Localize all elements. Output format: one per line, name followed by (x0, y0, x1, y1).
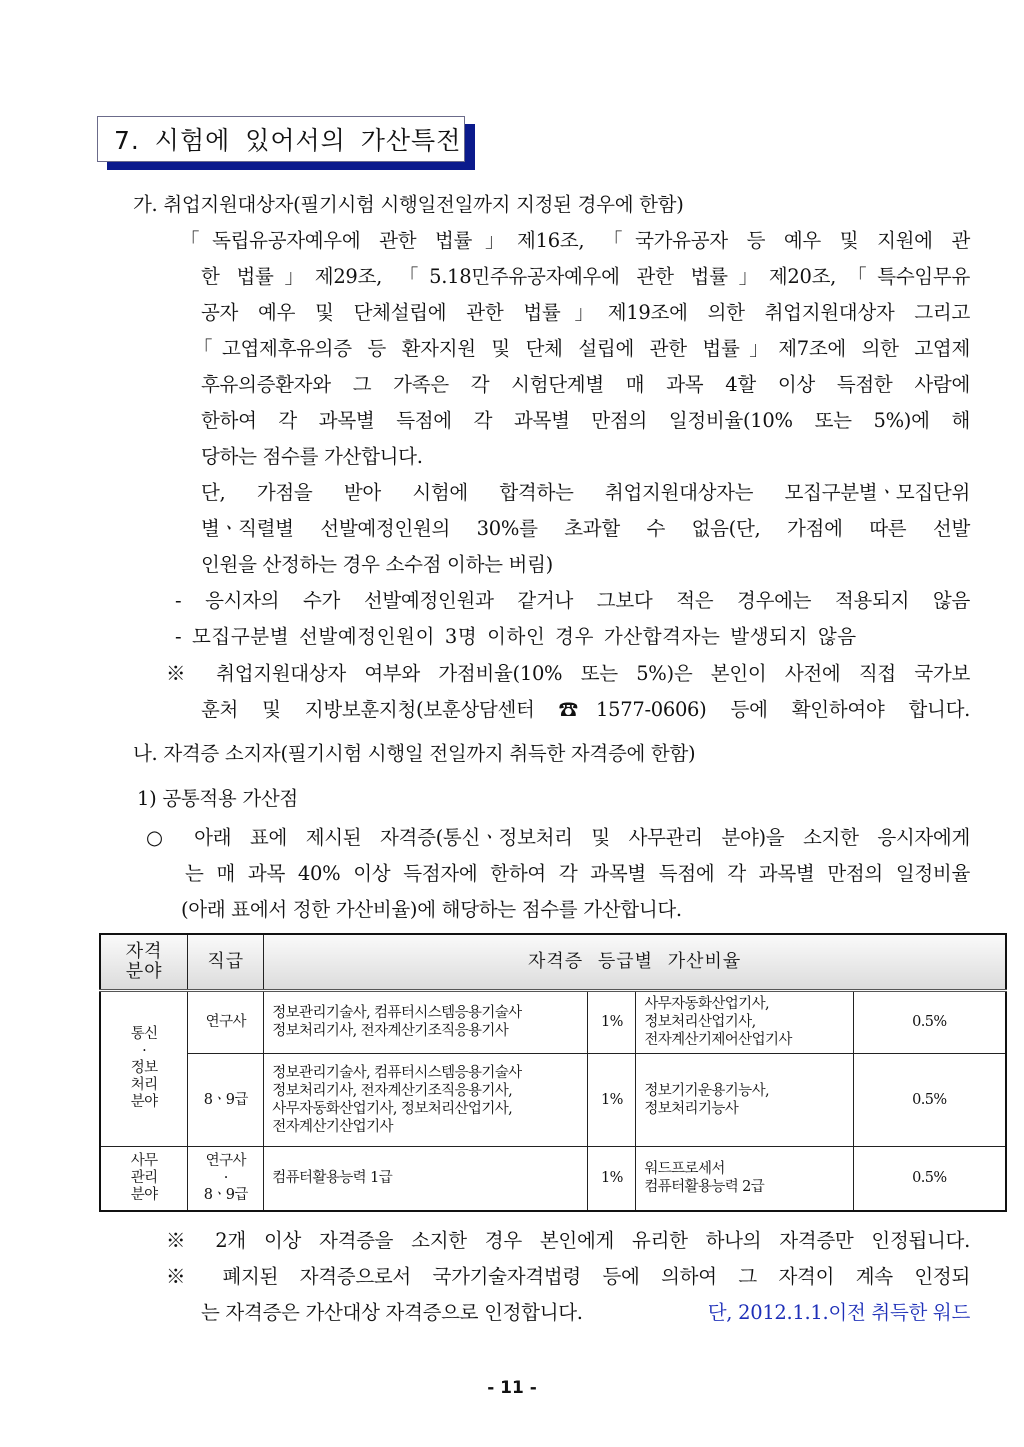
grade-line: · (223, 1169, 228, 1186)
cert-line: 전자계산기제어산업기사 (644, 1032, 792, 1049)
cell-cert-high (264, 991, 588, 1054)
part-a-body-line: 당하는 점수를 가산합니다. (201, 445, 423, 468)
part-a-body-line: 후유의증환자와 그 가족은 각 시험단계별 매 과목 4할 이상 득점한 사람에 (201, 373, 970, 396)
part-a-body-line: 공자 예우 및 단체설립에 관한 법률」제19조에 의한 취업지원대상자 그리고 (201, 301, 970, 324)
cert-line: 정보처리기능사 (644, 1100, 739, 1117)
header-rate: 자격증 등급별 가산비율 (264, 934, 1006, 991)
cell-pct-high: 1% (588, 991, 636, 1054)
cert-line: 정보관리기술사, 컴퓨터시스템응용기술사 (272, 1064, 522, 1081)
header-field-line: 분야 (125, 961, 163, 983)
cell-cert-low (636, 991, 853, 1054)
cert-line: 정보처리기사, 전자계산기조직응용기사 (272, 1023, 509, 1040)
table-row (100, 1053, 1006, 1146)
cell-field-line: 처리 (130, 1077, 158, 1094)
cell-field-line: 관리 (130, 1169, 158, 1186)
part-a-limit-line: 별ㆍ직렬별 선발예정인원의 30%를 초과할 수 없음(단, 가점에 따른 선발 (201, 517, 970, 540)
part-b-bullet-line: 는 매 과목 40% 이상 득점자에 한하여 각 과목별 득점에 각 과목별 만점의 일정비율 (185, 862, 970, 885)
footnote-text: 는 자격증은 가산대상 자격증으로 인정합니다. (201, 1301, 583, 1324)
cert-line: 정보처리산업기사, (644, 1014, 756, 1031)
cell-field-line: 분야 (130, 1186, 158, 1203)
part-b-subheading: 1) 공통적용 가산점 (137, 787, 298, 810)
cert-line: 전자계산기산업기사 (272, 1118, 393, 1135)
part-a-body-line: 「독립유공자예우에 관한 법률」제16조, 「국가유공자 등 예우 및 지원에 관 (180, 229, 970, 252)
table-row (100, 991, 1006, 1054)
cert-line: 정보처리기사, 전자계산기조직응용기사, (272, 1082, 513, 1099)
footnote-line (201, 1300, 970, 1326)
part-a-dash-item: - 응시자의 수가 선발예정인원과 같거나 그보다 적은 경우에는 적용되지 않음 (175, 589, 970, 612)
certificate-bonus-table (99, 933, 1007, 1212)
cell-field (100, 1146, 188, 1211)
part-b-heading: 나. 자격증 소지자(필기시험 시행일 전일까지 취득한 자격증에 한함) (133, 742, 696, 765)
cell-pct-low: 0.5% (853, 1053, 1006, 1146)
cell-cert-high (264, 1053, 588, 1146)
cell-grade: 8ㆍ9급 (188, 1053, 264, 1146)
footnote-line: ※ 폐지된 자격증으로서 국가기술자격법령 등에 의하여 그 자격이 계속 인정되 (166, 1265, 970, 1288)
part-a-limit-line: 단, 가점을 받아 시험에 합격하는 취업지원대상자는 모집구분별ㆍ모집단위 (201, 481, 970, 504)
part-a-note-line: 훈처 및 지방보훈지청(보훈상담센터 ☎1577-0606) 등에 확인하여야 합니다. (201, 698, 970, 721)
part-b-bullet-line: ○ 아래 표에 제시된 자격증(통신ㆍ정보처리 및 사무관리 분야)을 소지한 응시자에게 (146, 826, 970, 849)
cell-pct-low: 0.5% (853, 991, 1006, 1054)
grade-line: 연구사 (205, 1152, 246, 1169)
cell-pct-high: 1% (588, 1053, 636, 1146)
cell-grade: 연구사 (188, 991, 264, 1054)
part-a-heading: 가. 취업지원대상자(필기시험 시행일전일까지 지정된 경우에 한함) (133, 193, 684, 216)
cell-field-line: · (142, 1043, 147, 1060)
table-row (100, 1146, 1006, 1211)
header-grade: 직급 (188, 934, 264, 991)
cell-field-line: 분야 (130, 1094, 158, 1111)
cell-pct-low: 0.5% (853, 1146, 1006, 1211)
part-a-note-line: ※ 취업지원대상자 여부와 가점비율(10% 또는 5%)은 본인이 사전에 직접 국가보 (166, 662, 970, 685)
cell-field-line: 정보 (130, 1060, 158, 1077)
table-header-row (100, 934, 1006, 991)
cell-pct-high: 1% (588, 1146, 636, 1211)
part-a-body-line: 「고엽제후유의증 등 환자지원 및 단체 설립에 관한 법률」제7조에 의한 고엽제 (193, 337, 970, 360)
cert-line: 컴퓨터활용능력 2급 (644, 1179, 765, 1196)
cert-line: 사무자동화산업기사, 정보처리산업기사, (272, 1100, 513, 1117)
part-a-dash-item: - 모집구분별 선발예정인원이 3명 이하인 경우 가산합격자는 발생되지 않음 (175, 625, 857, 648)
cell-field-line: 사무 (130, 1152, 158, 1169)
grade-line: 8ㆍ9급 (203, 1186, 248, 1203)
footnote-highlight: 단, 2012.1.1.이전 취득한 워드 (707, 1301, 970, 1324)
cell-cert-high: 컴퓨터활용능력 1급 (264, 1146, 588, 1211)
cert-line: 정보관리기술사, 컴퓨터시스템응용기술사 (272, 1005, 522, 1022)
cell-field-line: 통신 (130, 1026, 158, 1043)
part-a-body-line: 한 법률」제29조, 「5.18민주유공자예우에 관한 법률」제20조,「특수임무유 (201, 265, 970, 288)
cert-line: 사무자동화산업기사, (644, 996, 769, 1013)
cell-grade (188, 1146, 264, 1211)
cert-line: 워드프로세서 (644, 1161, 725, 1178)
part-a-body-line: 한하여 각 과목별 득점에 각 과목별 만점의 일정비율(10% 또는 5%)에 해 (201, 409, 970, 432)
part-b-bullet-line: (아래 표에서 정한 가산비율)에 해당하는 점수를 가산합니다. (181, 898, 682, 921)
header-field-line: 자격 (125, 941, 163, 963)
part-a-limit-line: 인원을 산정하는 경우 소수점 이하는 버림) (201, 553, 553, 576)
cell-cert-low (636, 1053, 853, 1146)
section-title: 7. 시험에 있어서의 가산특전 (97, 116, 465, 162)
footnote-line: ※ 2개 이상 자격증을 소지한 경우 본인에게 유리한 하나의 자격증만 인정됩니다. (166, 1229, 970, 1252)
cert-line: 정보기기운용기능사, (644, 1082, 769, 1099)
cell-cert-low (636, 1146, 853, 1211)
cell-field (100, 991, 188, 1147)
header-field (100, 934, 188, 991)
page-number: - 11 - (487, 1378, 537, 1398)
